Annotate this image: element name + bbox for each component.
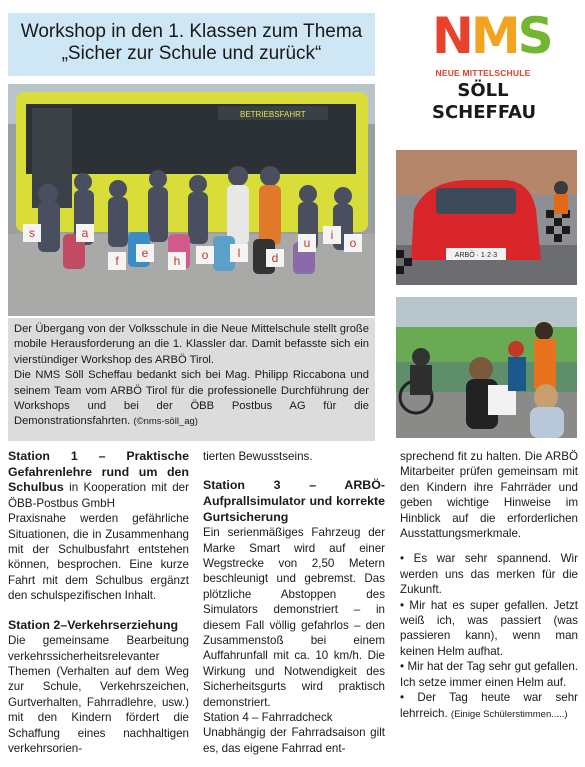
- station-3-text: Ein serienmäßiges Fahrzeug der Marke Smart wird auf einer Wegstrecke von 2,50 Metern beschleunigt und gebremst. Das plötzliche Abstoppen des Simulators demonstriert – in diesem Fall völlig gefahrlos – den Zusammenstoß bei einem Auffahrunfall mit ca. 10 km/h. Die Wirkung und Notwendigkeit des Sicherheitsgurts wird praktisch demonstriert.: [203, 526, 385, 709]
- student-quote-2: • Mir hat es super gefallen. Jetzt weiß ich, was passiert (was passieren kann), wenn man keinen Helm aufhat.: [400, 598, 578, 658]
- photo-caption: [8, 318, 375, 441]
- school-logo: [432, 7, 551, 140]
- bus-destination-sign: BETRIEBSFAHRT: [240, 110, 306, 119]
- bike-check-photo: [396, 297, 577, 438]
- caption-paragraph-1: Der Übergang von der Volksschule in die Neue Mittelschule stellt große mobile Herausforderung an die 1. Klassler dar. Damit befasste sich ein vierstündiger Workshop des ARBÖ Tirol.: [14, 323, 369, 366]
- logo-place-1: SÖLL: [457, 80, 509, 101]
- arbo-car-photo: [396, 150, 577, 285]
- logo-letter-m: M: [470, 7, 518, 65]
- sign-letter: l: [237, 246, 241, 260]
- article-title-line1: Workshop in den 1. Klassen zum Thema: [20, 21, 363, 42]
- sign-letter: f: [115, 254, 119, 268]
- bike-check-illustration: [396, 297, 577, 438]
- car-plate: ARBÖ · 1·2·3: [454, 252, 498, 259]
- station-2-heading: Station 2–Verkehrserziehung: [8, 617, 179, 632]
- sign-letter: d: [271, 251, 279, 265]
- sign-letter: e: [141, 246, 149, 260]
- article-title-box: [8, 13, 375, 76]
- arbo-car-illustration: [396, 150, 577, 285]
- logo-subtitle: NEUE MITTELSCHULE: [435, 68, 531, 78]
- logo-letter-n: N: [432, 7, 471, 65]
- station-4-heading: Station 4 – Fahrradcheck: [203, 711, 333, 725]
- sign-letter: u: [303, 236, 311, 250]
- article-title-line2: „Sicher zur Schule und zurück“: [61, 43, 322, 64]
- student-quote-3: • Mir hat der Tag sehr gut gefallen. Ich setze immer einen Helm auf.: [400, 660, 578, 689]
- sign-letter: i: [330, 228, 334, 242]
- logo-letter-s: S: [517, 7, 551, 65]
- station-3-heading: Station 3 – ARBÖ-Aufprallsimulator und korrekte Gurtsicherung: [203, 478, 385, 524]
- nms-logo-letters: [432, 7, 551, 65]
- student-quote-4: [400, 690, 578, 722]
- caption-credit: (©nms-söll_ag): [133, 416, 198, 428]
- station-4-text: Unabhängig der Fahrradsaison gilt es, das eigene Fahrrad ent-: [203, 726, 385, 755]
- station-2-text: Die gemeinsame Bearbeitung verkehrssicherheitsrelevanter Themen (Verhalten auf dem Weg zur Schule, Verkehrszeichen, Gurtverhalten, Fahrradlehre, usw.) mit den Kindern fördert die Schaffung eines nachhaltigen verkehrsorien-: [8, 634, 189, 756]
- column-2: [203, 449, 385, 756]
- column-3: [400, 449, 578, 722]
- column-1: [8, 449, 189, 756]
- caption-paragraph-2-text: Die NMS Söll Scheffau bedankt sich bei Mag. Philipp Riccabona und seinem Team vom ARBÖ Tirol für die professionelle Durchführung der Workshops und bei der ÖBB Postbus AG für die Demonstrationsfahrten.: [14, 369, 369, 428]
- bus-group-photo-illustration: [8, 84, 375, 316]
- sign-letter: s: [29, 226, 35, 240]
- sign-letter: o: [349, 236, 357, 250]
- station-4-text-cont: sprechend fit zu halten. Die ARBÖ Mitarbeiter prüfen gemeinsam mit den Kindern ihre Fahrräder und geben wichtige Hinweise im Hinblick auf die erforderlichen Ausstattungsmerkmale.: [400, 450, 578, 541]
- bus-group-photo: [8, 84, 375, 316]
- station-1-heading: Station 1 – Praktische Gefahrenlehre rund um den Schulbus: [8, 449, 189, 495]
- sign-letter: h: [173, 254, 181, 268]
- station-1-text: Praxisnahe werden gefährliche Situationen, die in Zusammenhang mit der Schulbusfahrt entstehen können, besprochen. Eine kurze Fahrt mit dem Schulbus ergänzt den schulspezifischen Inhalt.: [8, 512, 189, 603]
- student-quote-4-text: • Der Tag heute war sehr lehrreich.: [400, 691, 578, 720]
- student-quotes-note: (Einige Schülerstimmen.....): [450, 708, 568, 720]
- sign-letter: o: [201, 248, 209, 262]
- station-2-text-cont: tierten Bewusstseins.: [203, 450, 313, 463]
- station-1-heading-block: [8, 449, 189, 511]
- caption-paragraph-2: [14, 368, 369, 430]
- logo-place-2: SCHEFFAU: [432, 102, 537, 123]
- student-quote-1: • Es war sehr spannend. Wir werden uns das merken für die Zukunft.: [400, 552, 578, 597]
- sign-letter: a: [81, 226, 89, 240]
- station-1-heading-rest: in Kooperation mit der ÖBB-Postbus GmbH: [8, 481, 189, 510]
